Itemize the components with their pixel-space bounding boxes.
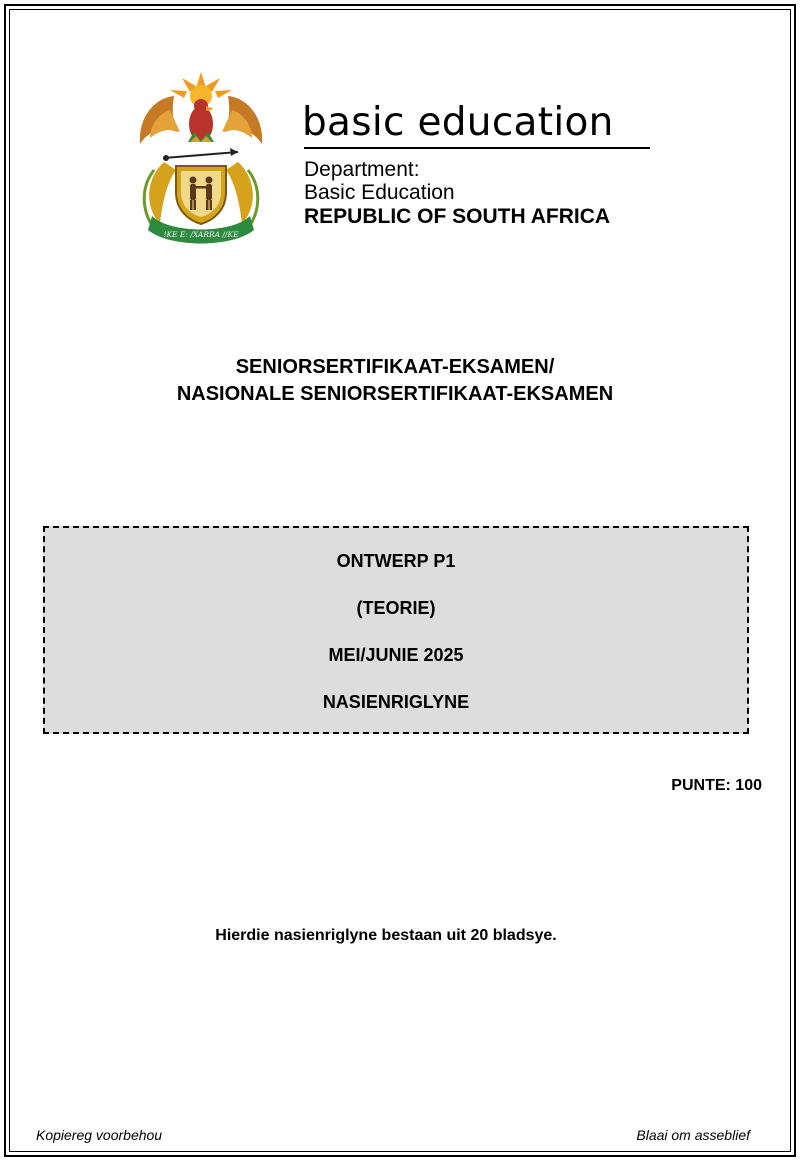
brand-wordmark: basic education bbox=[302, 100, 614, 145]
coat-of-arms-motto: !KE E: /XARRA //KE bbox=[163, 230, 239, 239]
footer-turn-over: Blaai om asseblief bbox=[636, 1127, 750, 1143]
country-name: REPUBLIC OF SOUTH AFRICA bbox=[304, 205, 611, 228]
page-count-note: Hierdie nasienriglyne bestaan uit 20 bladsye. bbox=[215, 927, 557, 944]
subject-box bbox=[43, 526, 749, 734]
coat-of-arms-logo bbox=[130, 66, 272, 244]
exam-title-line-1: SENIORSERTIFIKAAT-EKSAMEN/ bbox=[235, 356, 555, 378]
footer-copyright: Kopiereg voorbehou bbox=[36, 1127, 163, 1143]
exam-title-line-2: NASIONALE SENIORSERTIFIKAAT-EKSAMEN bbox=[176, 383, 614, 405]
department-name: Basic Education bbox=[304, 181, 455, 204]
document-type: NASIENRIGLYNE bbox=[322, 692, 470, 712]
brand-rule bbox=[304, 147, 650, 149]
department-label: Department: bbox=[304, 158, 420, 181]
exam-session: MEI/JUNIE 2025 bbox=[328, 645, 464, 665]
total-marks: PUNTE: 100 bbox=[671, 777, 762, 794]
subject-title: ONTWERP P1 bbox=[336, 551, 456, 571]
paper-type: (TEORIE) bbox=[356, 598, 436, 618]
